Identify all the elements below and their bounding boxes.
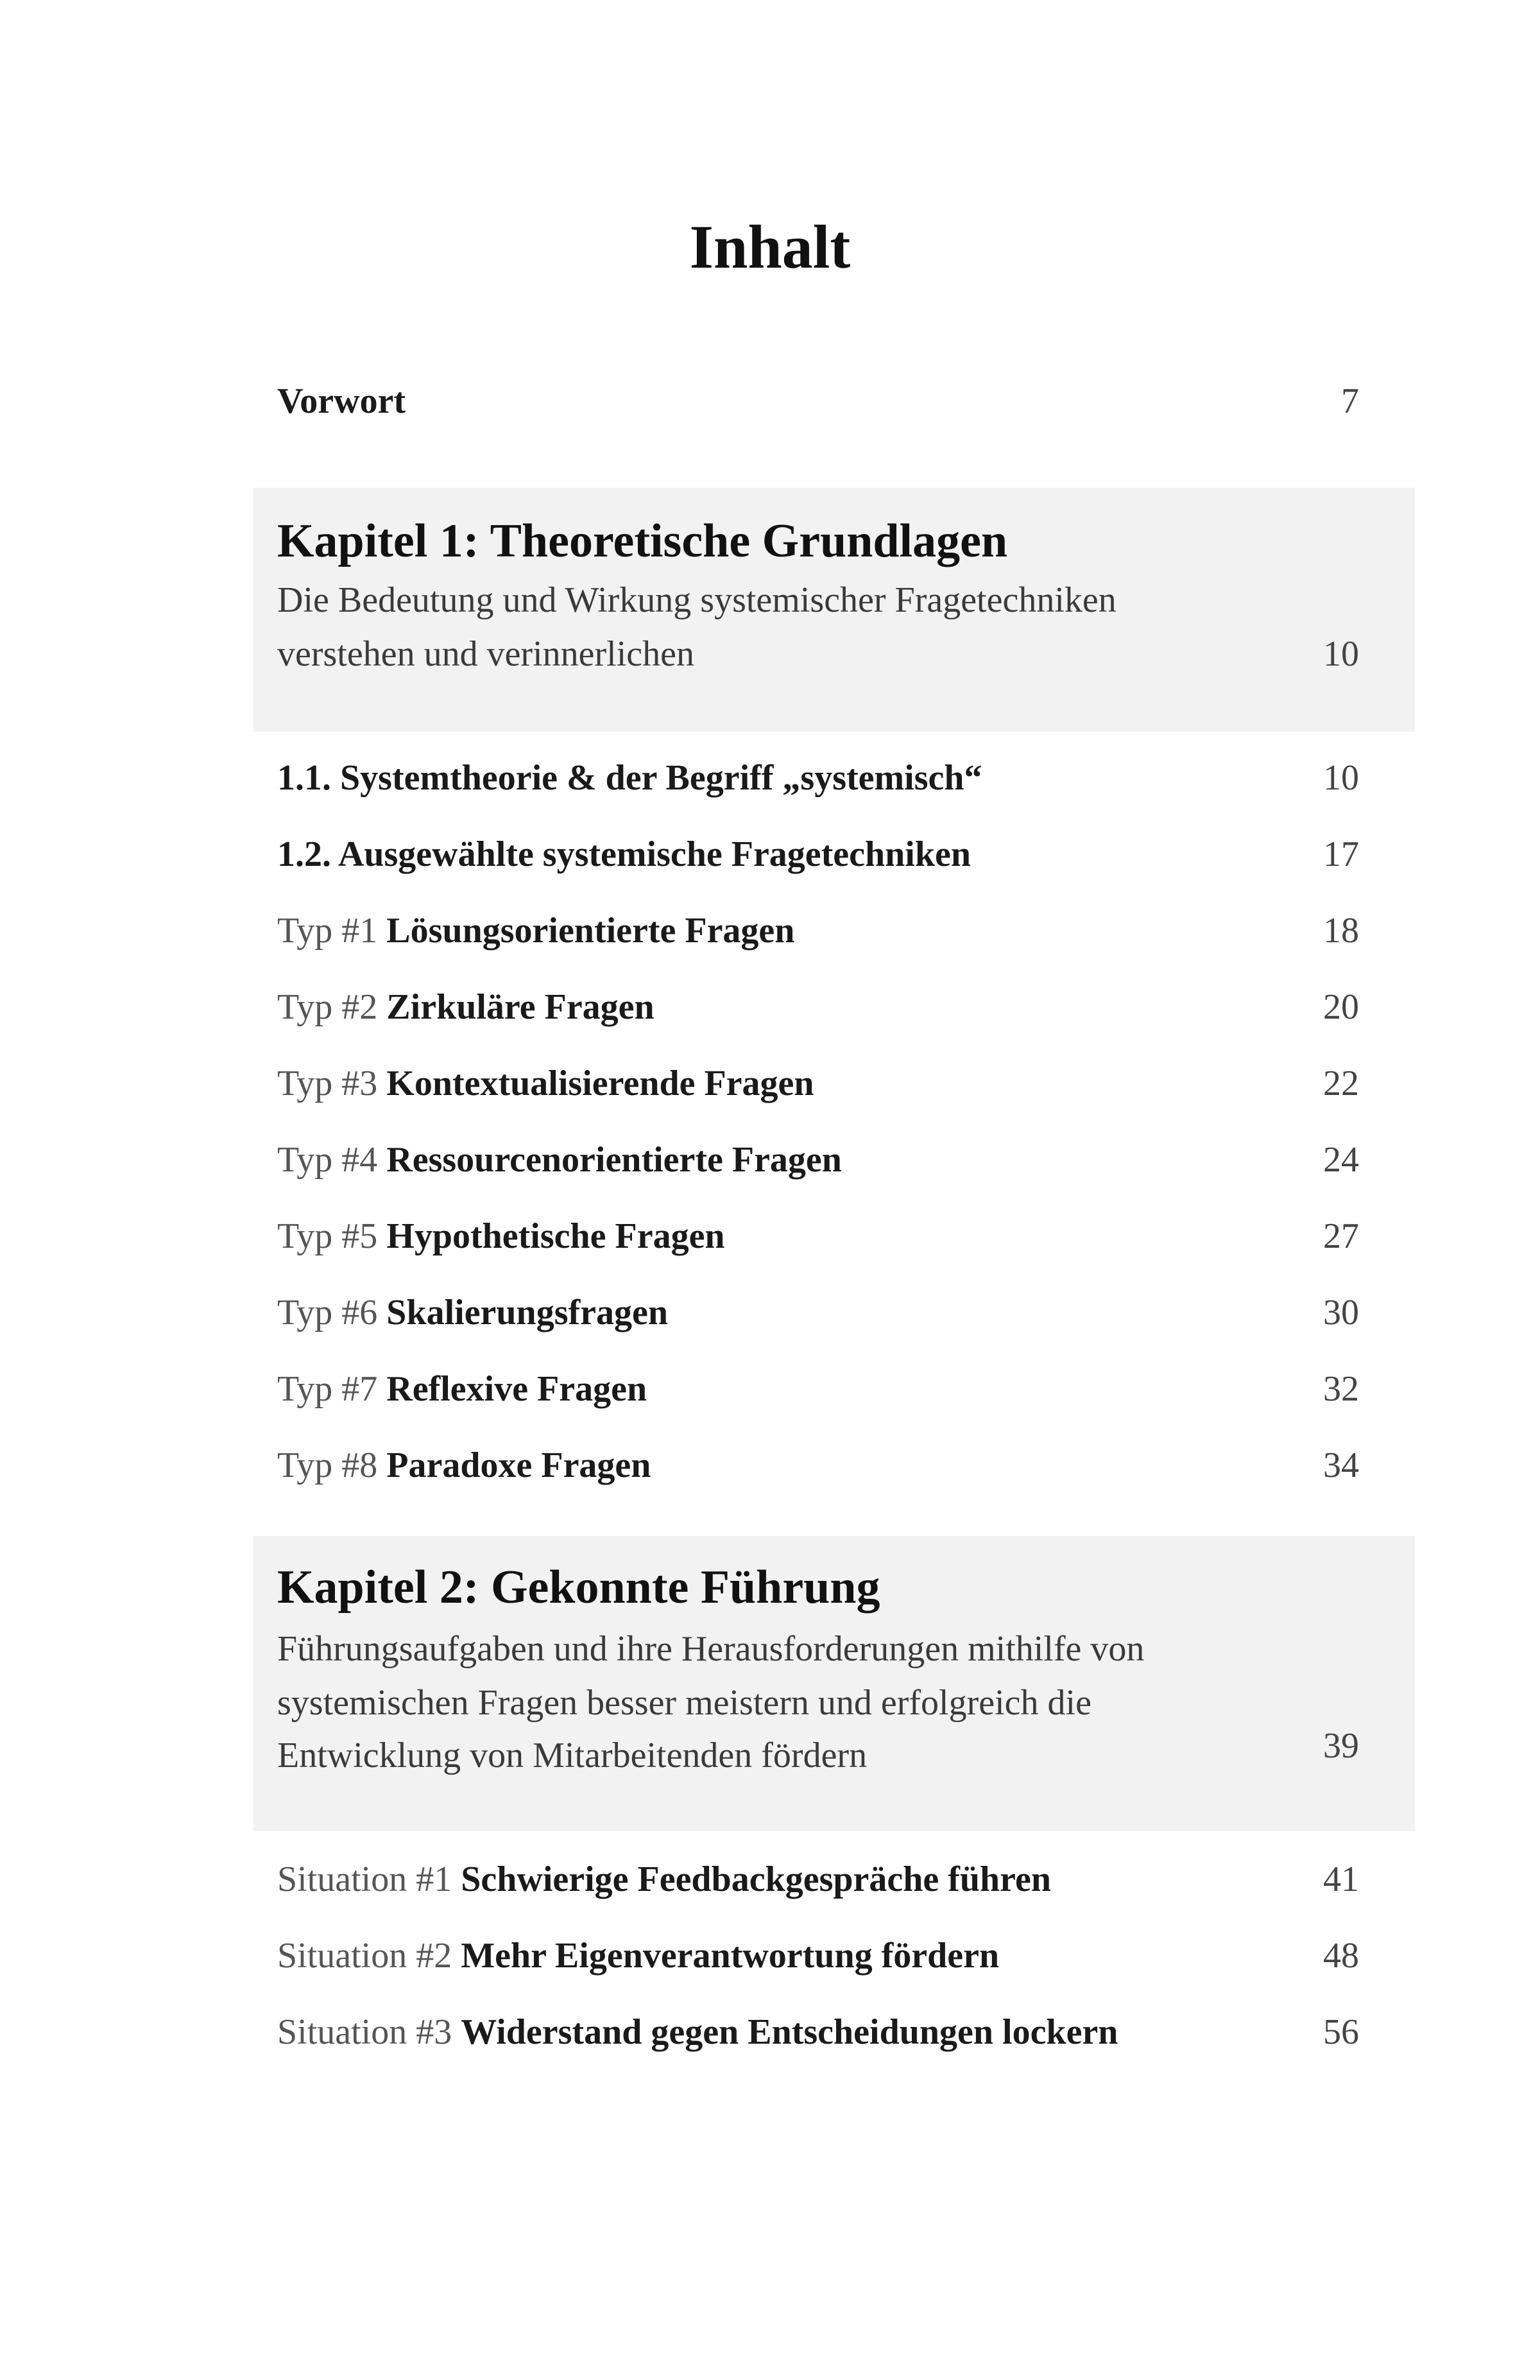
toc-entry-prefix: Typ #4 bbox=[277, 1140, 378, 1180]
toc-entry-prefix: Typ #2 bbox=[277, 987, 378, 1027]
toc-entry-page: 56 bbox=[1323, 2012, 1359, 2052]
toc-entry-label: Mehr Eigenverantwortung fördern bbox=[461, 1936, 1000, 1976]
toc-entry-label: Ressourcenorientierte Fragen bbox=[386, 1140, 842, 1180]
toc-entry-label: Zirkuläre Fragen bbox=[386, 987, 654, 1027]
toc-entry-prefix: Typ #5 bbox=[277, 1216, 378, 1256]
page-title: Inhalt bbox=[689, 212, 851, 281]
toc-entry-page: 20 bbox=[1323, 987, 1359, 1027]
toc-entry-prefix: Typ #1 bbox=[277, 911, 378, 951]
toc-entry-page: 48 bbox=[1323, 1936, 1359, 1976]
toc-entry-page: 24 bbox=[1323, 1140, 1359, 1180]
chapter-description-line: Die Bedeutung und Wirkung systemischer Fragetechniken bbox=[277, 580, 1116, 620]
toc-entry[interactable] bbox=[277, 749, 1359, 807]
toc-entry-page: 41 bbox=[1323, 1859, 1359, 1899]
toc-entry-page: 18 bbox=[1323, 911, 1359, 951]
chapter-description-line: verstehen und verinnerlichen bbox=[277, 634, 694, 674]
chapter-title: Kapitel 2: Gekonnte Führung bbox=[277, 1561, 880, 1614]
toc-entry-prefix: Typ #8 bbox=[277, 1445, 378, 1485]
toc-entry[interactable] bbox=[277, 1927, 1359, 1985]
toc-entry[interactable] bbox=[277, 1207, 1359, 1265]
toc-entry-label: Kontextualisierende Fragen bbox=[386, 1064, 814, 1103]
toc-entry-label: Widerstand gegen Entscheidungen lockern bbox=[461, 2012, 1118, 2052]
chapter-title: Kapitel 1: Theoretische Grundlagen bbox=[277, 515, 1008, 567]
toc-entry-label: Reflexive Fragen bbox=[386, 1369, 647, 1409]
toc-entry-prefix: Situation #3 bbox=[277, 2012, 452, 2052]
toc-entry-label: Schwierige Feedbackgespräche führen bbox=[461, 1859, 1051, 1899]
toc-entry-label: Vorwort bbox=[277, 381, 406, 421]
toc-entry-page: 22 bbox=[1323, 1064, 1359, 1103]
toc-entry[interactable] bbox=[277, 902, 1359, 960]
toc-entry-page: 10 bbox=[1323, 758, 1359, 798]
chapter-2-header[interactable] bbox=[253, 1536, 1415, 1831]
toc-entry-prefix: Typ #6 bbox=[277, 1293, 378, 1332]
toc-entry-prefix: Situation #1 bbox=[277, 1859, 452, 1899]
toc-entry-page: 32 bbox=[1323, 1369, 1359, 1409]
chapter-1-header[interactable] bbox=[253, 488, 1415, 732]
toc-entry[interactable] bbox=[277, 978, 1359, 1036]
toc-entry[interactable] bbox=[277, 1055, 1359, 1112]
toc-entry-label: Lösungsorientierte Fragen bbox=[386, 911, 795, 951]
toc-entry-prefix: Situation #2 bbox=[277, 1936, 452, 1976]
toc-entry[interactable] bbox=[277, 1850, 1359, 1908]
toc-entry[interactable] bbox=[277, 1360, 1359, 1418]
toc-entry-label: Skalierungsfragen bbox=[386, 1293, 668, 1332]
toc-entry-page: 30 bbox=[1323, 1293, 1359, 1332]
chapter-page: 10 bbox=[1323, 634, 1359, 674]
toc-entry-label: 1.2. Ausgewählte systemische Fragetechniken bbox=[277, 834, 971, 874]
toc-entry-page: 27 bbox=[1323, 1216, 1359, 1256]
chapter-page: 39 bbox=[1323, 1726, 1359, 1766]
toc-entry-page: 34 bbox=[1323, 1445, 1359, 1485]
chapter-description-line: Entwicklung von Mitarbeitenden fördern bbox=[277, 1736, 868, 1775]
toc-entry-vorwort[interactable] bbox=[277, 372, 1359, 430]
toc-entry-page: 7 bbox=[1341, 381, 1359, 421]
toc-entry[interactable] bbox=[277, 825, 1359, 883]
toc-entry-label: 1.1. Systemtheorie & der Begriff „systemisch“ bbox=[277, 758, 982, 798]
toc-entry-prefix: Typ #7 bbox=[277, 1369, 378, 1409]
chapter-description-line: systemischen Fragen besser meistern und erfolgreich die bbox=[277, 1683, 1091, 1723]
toc-entry-prefix: Typ #3 bbox=[277, 1064, 378, 1103]
toc-entry-label: Hypothetische Fragen bbox=[386, 1216, 725, 1256]
toc-entry-page: 17 bbox=[1323, 834, 1359, 874]
toc-entry[interactable] bbox=[277, 1436, 1359, 1494]
chapter-description-line: Führungsaufgaben und ihre Herausforderungen mithilfe von bbox=[277, 1629, 1145, 1669]
toc-entry[interactable] bbox=[277, 1284, 1359, 1341]
toc-entry[interactable] bbox=[277, 2003, 1359, 2061]
toc-entry-label: Paradoxe Fragen bbox=[386, 1445, 651, 1485]
toc-entry[interactable] bbox=[277, 1131, 1359, 1189]
